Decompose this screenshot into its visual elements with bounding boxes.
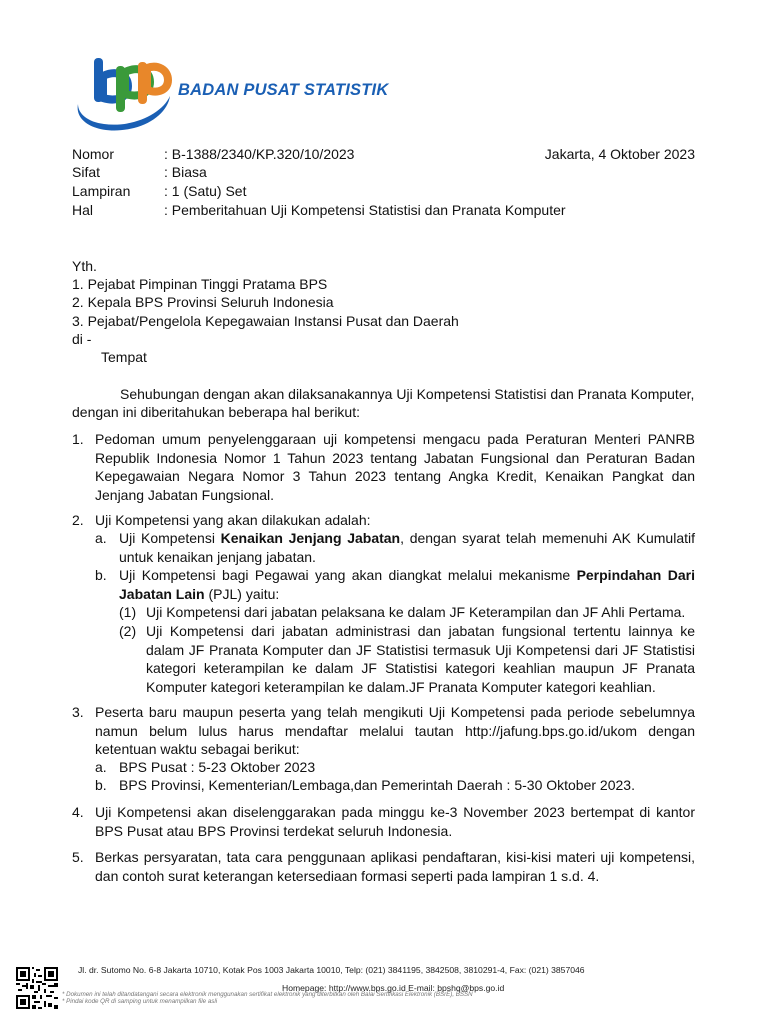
item-2b1-text: Uji Kompetensi dari jabatan pelaksana ke dalam JF Keterampilan dan JF Ahli Pertama. — [146, 604, 686, 620]
intro-line-2: dengan ini diberitahukan beberapa hal berikut: — [72, 404, 360, 420]
item-3-number: 3. — [72, 704, 84, 720]
item-2b2-number: (2) — [119, 623, 137, 639]
item-3a-number: a. — [95, 759, 107, 775]
item-3-text: Peserta baru maupun peserta yang telah mengikuti Uji Kompetensi pada periode sebelumnya namun belum lulus harus mendaftar melalui tautan http://jafung.bps.go.id/ukom dengan ketentuan waktu sebagai berikut: — [95, 704, 695, 757]
item-2b1-number: (1) — [119, 604, 137, 620]
nomor-value: : B-1388/2340/KP.320/10/2023 — [164, 146, 355, 162]
recipient-3: 3. Pejabat/Pengelola Kepegawaian Instansi Pusat dan Daerah — [72, 313, 459, 329]
footer-note-2: * Pindai kode QR di samping untuk menampilkan file asli — [62, 998, 218, 1005]
item-1-number: 1. — [72, 431, 84, 447]
item-5-number: 5. — [72, 849, 84, 865]
org-name: BADAN PUSAT STATISTIK — [178, 81, 389, 99]
hal-label: Hal — [72, 202, 94, 218]
item-2b-text: Uji Kompetensi bagi Pegawai yang akan diangkat melalui mekanisme Perpindahan Dari Jabatan Lain (PJL) yaitu: — [119, 567, 695, 602]
item-2a-bold: Kenaikan Jenjang Jabatan — [220, 530, 401, 546]
lampiran-value: : 1 (Satu) Set — [164, 183, 247, 199]
tempat-label: Tempat — [101, 349, 147, 365]
letter-date: Jakarta, 4 Oktober 2023 — [544, 146, 695, 162]
recipient-2: 2. Kepala BPS Provinsi Seluruh Indonesia — [72, 294, 334, 310]
item-3a-text: BPS Pusat : 5-23 Oktober 2023 — [119, 759, 316, 775]
di-label: di - — [72, 331, 92, 347]
sifat-label: Sifat — [72, 164, 101, 180]
footer-address: Jl. dr. Sutomo No. 6-8 Jakarta 10710, Kotak Pos 1003 Jakarta 10010, Telp: (021) 3841195, 3842508, 3810291-4, Fax: (021) 3857046 — [78, 965, 585, 975]
qr-code-icon — [16, 967, 58, 1009]
footer-note-1: * Dokumen ini telah ditandatangani secara elektronik menggunakan sertifikat elektronik yang diterbitkan oleh Balai Sertifikasi Elektronik (BSrE), BSSN — [62, 991, 473, 998]
yth: Yth. — [72, 258, 97, 274]
item-1-text: Pedoman umum penyelenggaraan uji kompetensi mengacu pada Peraturan Menteri PANRB Republik Indonesia Nomor 1 Tahun 2023 tentang Jabatan Fungsional dan Peraturan Badan Kepegawaian Negara Nomor 3 Tahun 2023 tentang Angka Kredit, Kenaikan Pangkat dan Jenjang Jabatan Fungsional. — [95, 431, 695, 503]
item-2-text: Uji Kompetensi yang akan dilakukan adalah: — [95, 512, 371, 528]
item-2b-bold: Perpindahan Dari Jabatan Lain — [119, 567, 695, 602]
item-3b-text: BPS Provinsi, Kementerian/Lembaga,dan Pemerintah Daerah : 5-30 Oktober 2023. — [119, 777, 635, 793]
footer-homepage: Homepage: http://www.bps.go.id E-mail: bpshq@bps.go.id — [282, 983, 505, 993]
hal-value: : Pemberitahuan Uji Kompetensi Statistisi dan Pranata Komputer — [164, 202, 566, 218]
item-2b2-text: Uji Kompetensi dari jabatan administrasi dan jabatan fungsional tertentu lainnya ke dalam JF Pranata Komputer dan JF Statistisi termasuk Uji Kompetensi dari JF Statistisi kategori keterampilan ke dalam JF Statistisi kategori keahlian maupun JF Pranata Komputer kategori keterampilan ke dalam.JF Pranata Komputer kategori keahlian. — [146, 623, 695, 695]
nomor-label: Nomor — [72, 146, 115, 162]
item-4-number: 4. — [72, 804, 84, 820]
item-2b-number: b. — [95, 567, 107, 583]
footer-note — [62, 991, 473, 1005]
lampiran-label: Lampiran — [72, 183, 131, 199]
sifat-value: : Biasa — [164, 164, 207, 180]
item-2a-number: a. — [95, 530, 107, 546]
item-5-text: Berkas persyaratan, tata cara penggunaan aplikasi pendaftaran, kisi-kisi materi uji kompetensi, dan contoh surat keterangan ketersediaan formasi seperti pada lampiran 1 s.d. 4. — [95, 849, 695, 884]
recipient-1: 1. Pejabat Pimpinan Tinggi Pratama BPS — [72, 276, 328, 292]
item-4-text: Uji Kompetensi akan diselenggarakan pada minggu ke-3 November 2023 bertempat di kantor BPS Pusat atau BPS Provinsi terdekat seluruh Indonesia. — [95, 804, 695, 839]
item-2-number: 2. — [72, 512, 84, 528]
item-2a-text: Uji Kompetensi Kenaikan Jenjang Jabatan, dengan syarat telah memenuhi AK Kumulatif untuk kenaikan jenjang jabatan. — [119, 530, 695, 565]
intro-line-1: Sehubungan dengan akan dilaksanakannya Uji Kompetensi Statistisi dan Pranata Komputer, — [120, 386, 695, 402]
bps-logo-icon — [72, 52, 172, 134]
item-3b-number: b. — [95, 777, 107, 793]
